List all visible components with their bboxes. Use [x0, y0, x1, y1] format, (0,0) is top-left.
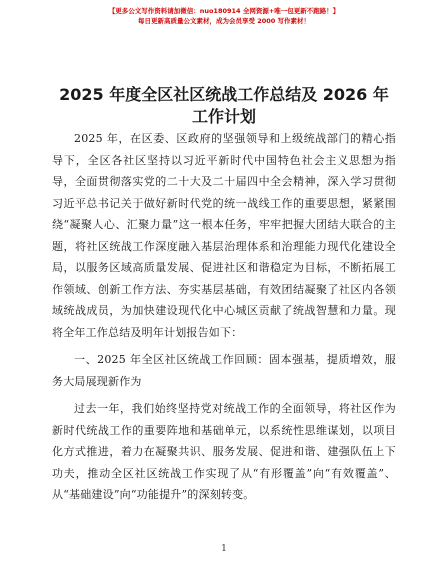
section-heading: 一、2025 年全区社区统战工作回顾：固本强基，提质增效，服务大局展现新作为	[52, 353, 396, 388]
page-number: 1	[221, 544, 227, 554]
promo-banner-line-1: 【更多公文写作资料请加微信：nuo180914 全网资源+唯一包更新不跑路！】	[108, 7, 340, 15]
document-body	[52, 128, 396, 506]
paragraph-review: 过去一年，我们始终坚持党对统战工作的全面领导，将社区作为新时代统战工作的重要阵地和基础单元，以系统性思维谋划，以项目化方式推进，着力在凝聚共识、服务发展、促进和谐、建强队伍上下功夫，推动全区社区统战工作实现了从“有形覆盖”向“有效覆盖”、从“基础建设”向“功能提升”的深刻转变。	[52, 402, 396, 501]
promo-banner-line-2: 每日更新高质量公文素材，成为会员享受 2000 写作素材！	[137, 17, 311, 25]
paragraph-intro: 2025 年，在区委、区政府的坚强领导和上级统战部门的精心指导下，全区各社区坚持以习近平新时代中国特色社会主义思想为指导，全面贯彻落实党的二十大及二十届四中全会精神，深入学习贯彻习近平总书记关于做好新时代党的统一战线工作的重要思想，紧紧围绕“凝聚人心、汇聚力量”这一根本任务，牢牢把握大团结大联合的主题，将社区统战工作深度融入基层治理体系和治理能力现代化建设全局，以服务区域高质量发展、促进社区和谐稳定为目标，不断拓展工作领域、创新工作方法、夯实基层基础，有效团结凝聚了社区内各领域统战成员，为加快建设现代化中心城区贡献了统战智慧和力量。现将全年工作总结及明年计划报告如下：	[52, 132, 396, 339]
document-title: 2025 年度全区社区统战工作总结及 2026 年工作计划	[59, 85, 389, 126]
promo-banner	[0, 6, 448, 26]
